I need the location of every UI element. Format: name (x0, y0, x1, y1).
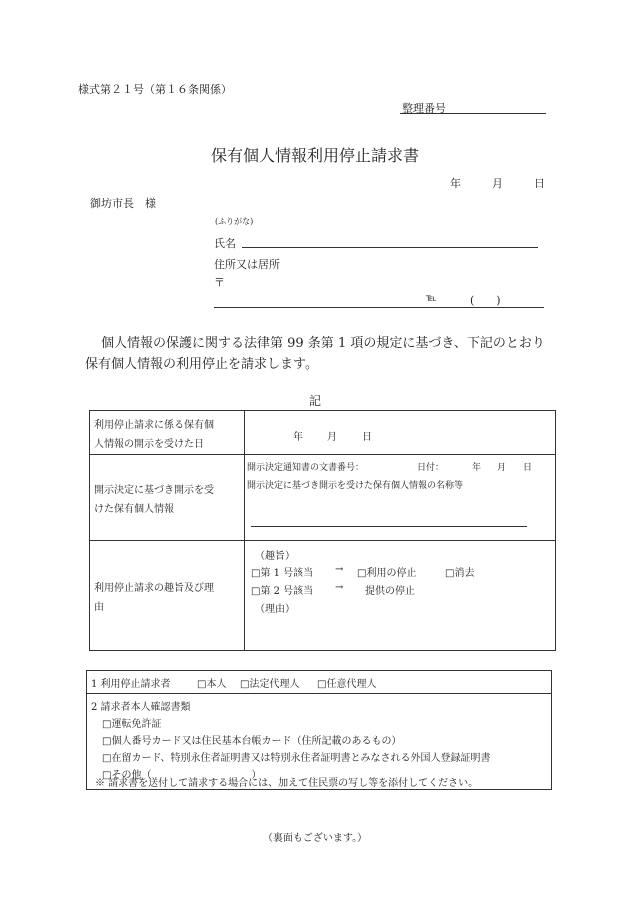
intro-line-1: 個人情報の保護に関する法律第 99 条第 1 項の規定に基づき、下記のとおり (101, 336, 545, 351)
name-field[interactable] (242, 247, 538, 248)
disclosure-date-label-1: 利用停止請求に係る保有個 (94, 419, 214, 431)
ref-number-field[interactable] (400, 113, 546, 114)
arrow-2: → (335, 582, 344, 593)
disclosure-year: 年 (293, 432, 303, 443)
residence-card-checkbox[interactable]: □在留カード、特別永住者証明書又は特別永住者証明書とみなされる外国人登録証明書 (102, 753, 491, 764)
requester-label: 1 利用停止請求者 (91, 679, 171, 690)
intro-line-2: 保有個人情報の利用停止を請求します。 (85, 357, 318, 372)
doc-date-label: 日付： (417, 463, 445, 473)
disclosure-date-cell[interactable] (245, 411, 556, 455)
disclosure-date-label-cell (90, 411, 245, 455)
date-month-label: 月 (492, 177, 503, 190)
ref-number-label: 整理番号 (402, 102, 446, 115)
reason-heading: （理由） (255, 604, 295, 615)
doc-day: 日 (523, 463, 533, 473)
other-doc-checkbox[interactable]: □その他（ ） (102, 770, 262, 781)
clause1-checkbox[interactable]: □第 1 号該当 (251, 568, 314, 579)
id-docs-label: 2 請求者本人確認書類 (91, 702, 191, 713)
name-label: 氏名 (214, 237, 236, 250)
doc-year: 年 (472, 463, 482, 473)
ki-heading: 記 (308, 394, 321, 408)
page-title: 保有個人情報利用停止請求書 (210, 146, 419, 165)
tel-parens: ( ) (470, 294, 501, 307)
disclosed-info-cell[interactable] (245, 455, 556, 541)
disclosed-info-label-1: 開示決定に基づき開示を受 (94, 484, 214, 496)
purpose-heading: （趣旨） (255, 551, 295, 562)
postal-mark: 〒 (214, 276, 225, 289)
doc-month: 月 (497, 463, 507, 473)
arrow-1: → (335, 564, 344, 575)
divider (87, 693, 551, 694)
requester-legal-checkbox[interactable]: □法定代理人 (240, 679, 300, 690)
requester-voluntary-checkbox[interactable]: □任意代理人 (317, 679, 377, 690)
addressee: 御坊市長 様 (90, 197, 156, 210)
mailing-note: ※ 請求書を送付して請求する場合には、加えて住民票の写し等を添付してください。 (95, 778, 479, 789)
info-name-label: 開示決定に基づき開示を受けた保有個人情報の名称等 (247, 481, 464, 491)
address-label: 住所又は居所 (214, 258, 280, 271)
date-year-label: 年 (450, 177, 461, 190)
table-row (90, 455, 556, 541)
mynumber-card-checkbox[interactable]: □個人番号カード又は住民基本台帳カード（住所記載のあるもの） (102, 736, 402, 747)
request-table (89, 410, 556, 651)
address-field[interactable] (214, 307, 544, 308)
furigana-label: (ふりがな) (215, 217, 254, 226)
clause2-checkbox[interactable]: □第 2 号該当 (251, 586, 314, 597)
requester-self-checkbox[interactable]: □本人 (197, 679, 227, 690)
table-row (90, 411, 556, 455)
form-number: 様式第２１号（第１６条関係） (78, 83, 232, 96)
disclosed-info-label-2: けた保有個人情報 (94, 503, 174, 515)
purpose-label-cell (90, 541, 245, 651)
info-name-field[interactable] (251, 526, 527, 527)
stop-provision-label: 提供の停止 (365, 586, 415, 597)
disclosure-month: 月 (327, 432, 337, 443)
disclosed-info-label-cell (90, 455, 245, 541)
date-day-label: 日 (534, 177, 545, 190)
back-side-note: （裏面もございます。） (262, 833, 368, 844)
table-row (90, 541, 556, 651)
requester-box (86, 670, 552, 790)
stop-use-checkbox[interactable]: □利用の停止 (357, 568, 417, 579)
purpose-label-2: 由 (94, 601, 104, 613)
purpose-label-1: 利用停止請求の趣旨及び理 (94, 582, 214, 594)
doc-number-label: 開示決定通知書の文書番号： (247, 463, 365, 473)
erase-checkbox[interactable]: □消去 (445, 568, 475, 579)
disclosure-day: 日 (362, 432, 372, 443)
disclosure-date-label-2: 人情報の開示を受けた日 (94, 438, 204, 450)
purpose-cell[interactable] (245, 541, 556, 651)
tel-label: ℡ (426, 293, 437, 304)
license-checkbox[interactable]: □運転免許証 (102, 719, 162, 730)
